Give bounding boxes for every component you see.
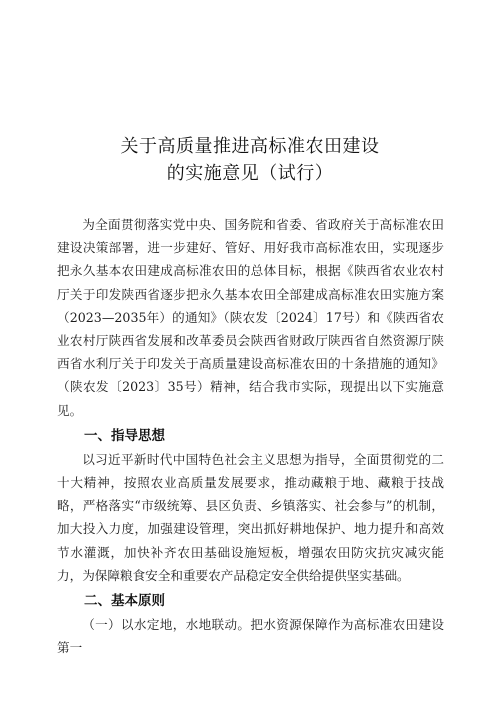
section-2-item-1: （一）以水定地，水地联动。把水资源保障作为高标准农田建设第一 [57, 617, 444, 656]
section-heading-basic-principles: 二、基本原则 [84, 593, 165, 610]
section-heading-guiding-ideology: 一、指导思想 [84, 427, 165, 444]
intro-paragraph: 为全面贯彻落实党中央、国务院和省委、省政府关于高标准农田建设决策部署，进一步建好、管好、用好我市高标准农田，实现逐步把永久基本农田建成高标准农田的总体目标，根据《陕西省农业农村厅关于印发陕西省逐步把永久基本农田全部建成高标准农田实施方案（2023—2035年）的通知》（陕农发〔2024〕17号）和《陕西省农业农村厅陕西省发展和改革委员会陕西省财政厅陕西省自然资源厅陕西省水利厅关于印发关于高质量建设高标准农田的十条措施的通知》（陕农发〔2023〕35号）精神，结合我市实际，现提出以下实施意见。 [57, 217, 444, 418]
title-line-2: 的实施意见（试行） [166, 163, 334, 184]
title-line-1: 关于高质量推进高标准农田建设 [120, 136, 380, 157]
section-1-paragraph: 以习近平新时代中国特色社会主义思想为指导，全面贯彻党的二十大精神，按照农业高质量发展要求，推动藏粮于地、藏粮于技战略，严格落实“市级统筹、县区负责、乡镇落实、社会参与”的机制，加大投入力度，加强建设管理，突出抓好耕地保护、地力提升和高效节水灌溉，加快补齐农田基础设施短板，增强农田防灾抗灾减灾能力，为保障粮食安全和重要农产品稳定安全供给提供坚实基础。 [57, 451, 444, 583]
document-title [0, 133, 500, 187]
document-body [57, 213, 444, 659]
